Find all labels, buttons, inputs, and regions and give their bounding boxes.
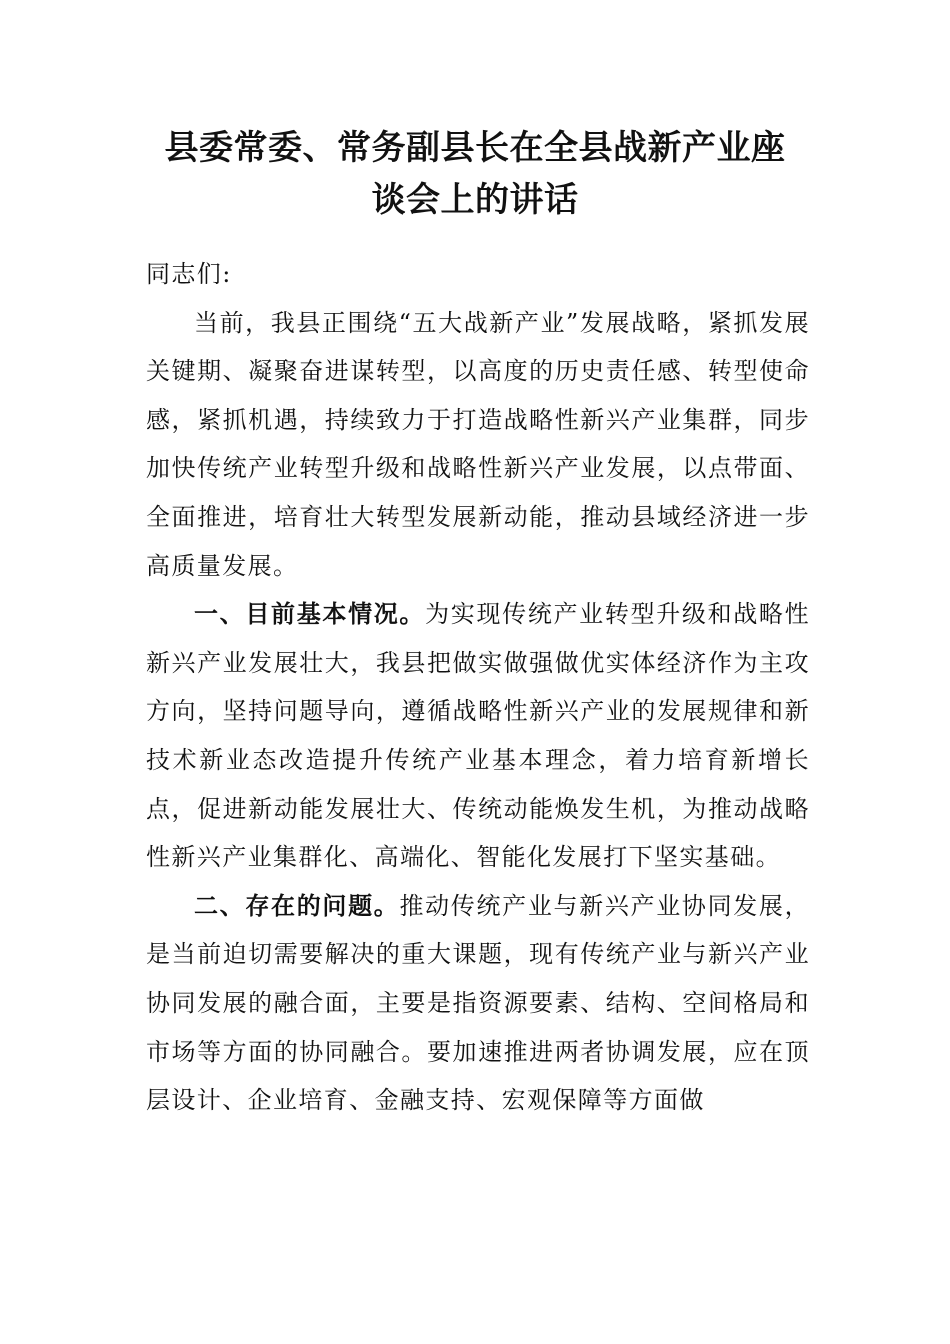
document-title [140, 122, 810, 226]
paragraph-text: 为实现传统产业转型升级和战略性新兴产业发展壮大，我县把做实做强做优实体经济作为主攻方向，坚持问题导向，遵循战略性新兴产业的发展规律和新技术新业态改造提升传统产业基本理念，着力培育新增长点，促进新动能发展壮大、传统动能焕发生机，为推动战略性新兴产业集群化、高端化、智能化发展打下坚实基础。 [146, 600, 810, 872]
paragraph-text: 推动传统产业与新兴产业协同发展，是当前迫切需要解决的重大课题，现有传统产业与新兴产业协同发展的融合面，主要是指资源要素、结构、空间格局和市场等方面的协同融合。要加速推进两者协调发展，应在顶层设计、企业培育、金融支持、宏观保障等方面做 [146, 891, 811, 1115]
paragraph-text: 当前，我县正围绕“五大战新产业”发展战略，紧抓发展关键期、凝聚奋进谋转型，以高度的历史责任感、转型使命感，紧抓机遇，持续致力于打造战略性新兴产业集群，同步加快传统产业转型升级和战略性新兴产业发展，以点带面、全面推进，培育壮大转型发展新动能，推动县域经济进一步高质量发展。 [146, 308, 810, 580]
title-line-1: 县委常委、常务副县长在全县战新产业座 [164, 128, 786, 168]
section-heading: 一、目前基本情况。 [194, 599, 426, 629]
document-body [146, 250, 810, 1125]
title-line-2: 谈会上的讲话 [371, 180, 579, 220]
paragraph-existing-problems [146, 882, 810, 1125]
paragraph-intro [146, 299, 810, 591]
salutation: 同志们: [146, 260, 232, 288]
paragraph-current-situation [146, 590, 810, 882]
section-heading: 二、存在的问题。 [194, 890, 400, 920]
